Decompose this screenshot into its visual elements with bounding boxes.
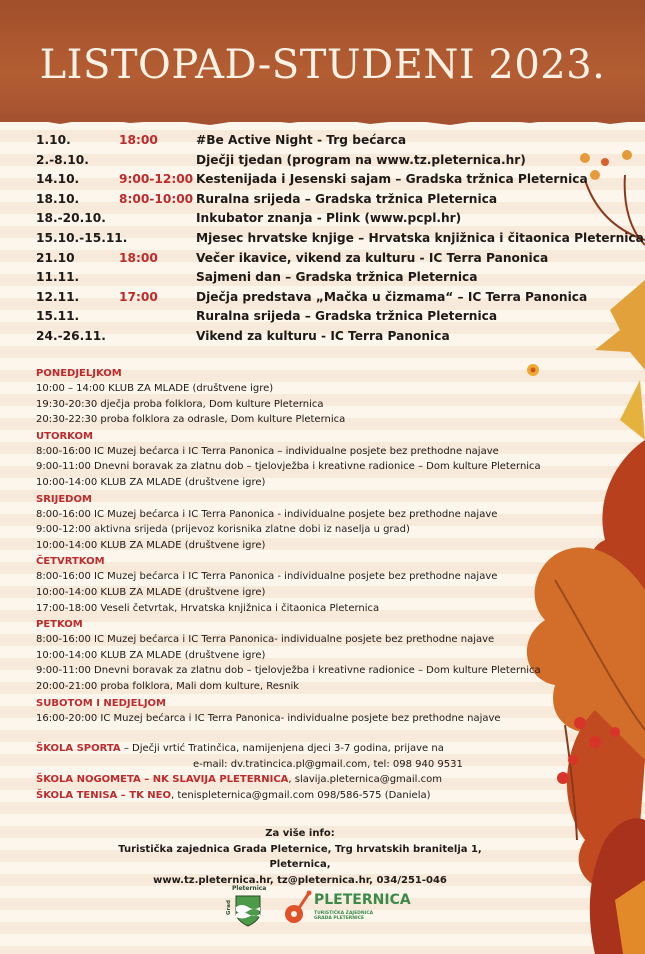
event-date: 18.-20.10. [36, 211, 106, 226]
schedule-line: 19:30-20:30 dječja proba folklora, Dom kulture Pleternica [36, 398, 324, 410]
event-date: 21.10 [36, 250, 75, 265]
weekday-heading: SUBOTOM I NEDJELJOM [36, 697, 166, 709]
event-row [36, 309, 636, 329]
tourist-board-subtitle-1: TURISTIČKA ZAJEDNICA [314, 911, 374, 916]
sport-school [36, 741, 466, 757]
event-row [36, 270, 636, 290]
schedule-line: 8:00-16:00 IC Muzej bećarca i IC Terra Panonica - individualne posjete bez prethodne najave [36, 571, 498, 583]
city-logo-vertical: Grad [226, 900, 232, 915]
event-title: #Be Active Night - Trg bećarca [196, 133, 407, 147]
event-date: 24.-26.11. [36, 328, 106, 343]
event-title: Inkubator znanja - Plink (www.pcpl.hr) [196, 211, 462, 226]
page-title: LISTOPAD-STUDENI 2023. [39, 42, 606, 88]
weekday-heading: UTORKOM [36, 430, 93, 442]
city-logo-label: Pleternica [232, 885, 267, 892]
schedule-line: 9:00-11:00 Dnevni boravak za zlatnu dob – tjelovježba i kreativne radionice – Dom kulture Pleternica [36, 665, 541, 677]
event-title: Kestenijada i Jesenski sajam – Gradska tržnica Pleternica [196, 172, 588, 187]
weekday-heading: PETKOM [36, 619, 83, 631]
event-title: Mjesec hrvatske knjige – Hrvatska knjižnica i čitaonica Pleternica [196, 230, 644, 245]
weekly-schedule [36, 365, 596, 726]
tennis-school-text: , tenispleternica@gmail.com 098/586-575 (Daniela) [171, 789, 431, 801]
schedule-line: 8:00-16:00 IC Muzej bećarca i IC Terra Panonica – individualne posjete bez prethodne najave [36, 445, 499, 457]
schedule-line: 20:30-22:30 proba folklora za odrasle, Dom kulture Pleternica [36, 414, 346, 426]
event-date: 11.11. [36, 270, 80, 285]
event-time: 8:00-10:00 [119, 191, 194, 206]
schedule-line: 9:00-12:00 aktivna srijeda (prijevoz korisnika zlatne dobi iz naselja u grad) [36, 524, 410, 536]
schedule-line: 9:00-11:00 Dnevni boravak za zlatnu dob – tjelovježba i kreativne radionice – Dom kulture Pleternica [36, 461, 541, 473]
event-time: 18:00 [119, 133, 158, 147]
event-title: Dječja predstava „Mačka u čizmama“ – IC Terra Panonica [196, 289, 588, 304]
event-row [36, 192, 636, 212]
schedule-line: 8:00-16:00 IC Muzej bećarca i IC Terra Panonica- individualne posjete bez prethodne najave [36, 634, 495, 646]
tourist-board-subtitle-2: GRADA PLETERNICE [314, 916, 365, 921]
event-row [36, 329, 636, 349]
event-date: 15.11. [36, 309, 80, 324]
schedule-line: 20:00-21:00 proba folklora, Mali dom kulture, Resnik [36, 680, 300, 692]
event-date: 1.10. [36, 133, 71, 147]
weekday-heading: ČETVRTKOM [36, 556, 105, 568]
event-title: Ruralna srijeda – Gradska tržnica Pleternica [196, 191, 498, 206]
weekday-heading: PONEDJELJKOM [36, 368, 122, 379]
football-school-label: ŠKOLA NOGOMETA – NK SLAVIJA PLETERNICA [36, 774, 289, 785]
event-title: Sajmeni dan – Gradska tržnica Pleternica [196, 270, 478, 285]
schedule-line: 8:00-16:00 IC Muzej bećarca i IC Terra Panonica - individualne posjete bez prethodne najave [36, 508, 498, 520]
event-date: 2.-8.10. [36, 152, 89, 167]
weekday-heading: SRIJEDOM [36, 493, 92, 505]
sport-school-label: ŠKOLA SPORTA [36, 743, 121, 754]
event-time: 18:00 [119, 250, 158, 265]
schools-section [36, 741, 466, 803]
event-row [36, 290, 636, 310]
event-list [36, 133, 644, 349]
info-address: Turistička zajednica Grada Pleternice, Trg hrvatskih branitelja 1, Pleternica, [118, 843, 482, 870]
sport-school-text: – Dječji vrtić Tratinčica, namijenjena djeci 3-7 godina, prijave na [120, 743, 444, 754]
tourist-board-subtitle [314, 911, 373, 921]
contact-info [100, 826, 500, 888]
event-row [36, 230, 644, 251]
sport-school-contact: e-mail: dv.tratincica.pl@gmail.com, tel: 098 940 9531 [193, 758, 463, 770]
event-date: 15.10.-15.11. [36, 230, 128, 245]
event-row [36, 133, 636, 153]
football-school-text: , slavija.pleternica@gmail.com [288, 774, 442, 785]
event-date: 18.10. [36, 191, 80, 206]
tamburica-icon [282, 890, 312, 926]
schedule-line: 17:00-18:00 Veseli četvrtak, Hrvatska knjižnica i čitaonica Pleternica [36, 602, 380, 614]
schedule-line: 10:00-14:00 KLUB ZA MLADE (društvene igre) [36, 476, 266, 488]
shield-icon [235, 895, 261, 927]
football-school [36, 772, 466, 788]
info-web: www.tz.pleternica.hr, tz@pleternica.hr, 034/251-046 [153, 874, 447, 886]
header-banner [0, 0, 645, 122]
event-date: 14.10. [36, 172, 80, 187]
event-time: 9:00-12:00 [119, 172, 194, 187]
event-row [36, 172, 636, 192]
tourist-board-name: PLETERNICA [314, 892, 411, 908]
schedule-line: 10:00-14:00 KLUB ZA MLADE (društvene igre) [36, 539, 266, 551]
event-row [36, 251, 636, 271]
schedule-line: 10:00-14:00 KLUB ZA MLADE (društvene igre) [36, 649, 266, 661]
schedule-line: 16:00-20:00 IC Muzej bećarca i IC Terra Panonica- individualne posjete bez prethodne najave [36, 712, 501, 724]
schedule-line: 10:00 – 14:00 KLUB ZA MLADE (društvene igre) [36, 383, 274, 394]
event-row [36, 153, 636, 173]
city-coat-of-arms-logo [228, 885, 266, 929]
event-date: 12.11. [36, 289, 80, 304]
tennis-school [36, 788, 466, 804]
event-title: Vikend za kulturu - IC Terra Panonica [196, 328, 450, 343]
event-title: Večer ikavice, vikend za kulturu - IC Terra Panonica [196, 250, 549, 265]
event-time: 17:00 [119, 289, 158, 304]
info-heading: Za više info: [265, 828, 335, 839]
event-title: Ruralna srijeda – Gradska tržnica Pleternica [196, 309, 498, 324]
event-row [36, 211, 636, 231]
schedule-line: 10:00-14:00 KLUB ZA MLADE (društvene igre) [36, 586, 266, 598]
event-title: Dječji tjedan (program na www.tz.pleternica.hr) [196, 152, 526, 167]
torn-paper-edge [0, 114, 645, 128]
tennis-school-label: ŠKOLA TENISA – TK NEO [36, 789, 171, 801]
tourist-board-logo [280, 888, 430, 928]
